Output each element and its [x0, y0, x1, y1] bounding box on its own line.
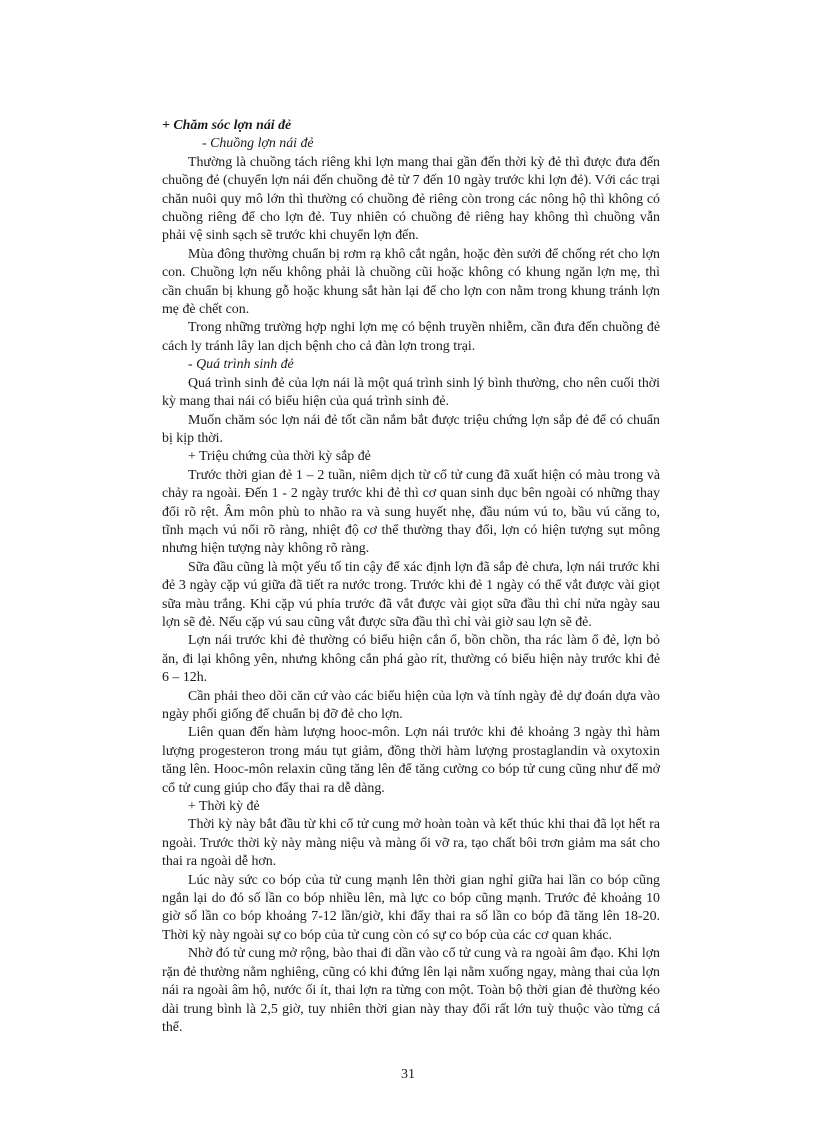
section-heading: + Chăm sóc lợn nái đẻ	[162, 118, 292, 133]
subheading-trieuchung: + Triệu chứng của thời kỳ sắp đẻ	[188, 449, 371, 465]
paragraph: Mùa đông thường chuẩn bị rơm rạ khô cắt ngắn, hoặc đèn sưởi để chống rét cho lợn con. Chuồng lợn nếu không phải là chuồng cũi hoặc không có khung ngăn lợn mẹ, thì cần chuẩn bị khung gỗ hoặc khung sắt hàn lại để cho lợn con nằm trong khung tránh lợn mẹ đè chết con.	[162, 246, 660, 318]
subheading-quatrinh: - Quá trình sinh đẻ	[188, 357, 294, 373]
paragraph: Liên quan đến hàm lượng hooc-môn. Lợn nái trước khi đẻ khoảng 3 ngày thì hàm lượng progesteron trong máu tụt giảm, đồng thời hàm lượng prostaglandin và oxytoxin tăng lên. Hooc-môn relaxin cũng tăng lên để tăng cường co bóp tử cung cũng như để mở cổ tử cung giúp cho đẩy thai ra dễ dàng.	[162, 725, 660, 796]
paragraph: Cần phải theo dõi căn cứ vào các biểu hiện của lợn và tính ngày đẻ dự đoán dựa vào ngày phối giống để chuẩn bị đỡ đẻ cho lợn.	[162, 688, 660, 722]
paragraph: Muốn chăm sóc lợn nái đẻ tốt cần nắm bắt được triệu chứng lợn sắp đẻ để có chuẩn bị kịp thời.	[162, 412, 660, 446]
subheading-chuong: - Chuồng lợn nái đẻ	[202, 136, 314, 152]
page-number: 31	[401, 1067, 415, 1082]
paragraph: Nhờ đó tử cung mở rộng, bào thai đi dần vào cổ tử cung và ra ngoài âm đạo. Khi lợn rặn đẻ thường nằm nghiêng, cũng có khi đứng lên lại nằm xuống ngay, màng thai của lợn nái ra ngoài âm hộ, nước ối ít, thai lợn ra từng con một. Toàn bộ thời gian đẻ thường kéo dài trung bình là 2,5 giờ, tuy nhiên thời gian này thay đổi rất lớn tuỳ thuộc vào từng cá thể.	[162, 946, 660, 1035]
paragraph: Sữa đầu cũng là một yếu tố tin cậy để xác định lợn đã sắp đẻ chưa, lợn nái trước khi đẻ 3 ngày cặp vú giữa đã tiết ra nước trong. Trước khi đẻ 1 ngày có thể vắt được vài giọt sữa màu trắng. Khi cặp vú phía trước đã vắt được vài giọt sữa đầu thì chỉ nửa ngày sau lợn sẽ đẻ. Nếu cặp vú sau cũng vắt được sữa đầu thì chỉ vài giờ sau lợn sẽ đẻ.	[162, 559, 660, 630]
paragraph: Quá trình sinh đẻ của lợn nái là một quá trình sinh lý bình thường, cho nên cuối thời kỳ mang thai nái có biểu hiện của quá trình sinh đẻ.	[162, 375, 660, 410]
paragraph: Thường là chuồng tách riêng khi lợn mang thai gần đến thời kỳ đẻ thì được đưa đến chuồng đẻ (chuyển lợn nái đến chuồng đẻ từ 7 đến 10 ngày trước khi lợn đẻ). Với các trại chăn nuôi quy mô lớn thì thường có chuồng đẻ riêng còn trong các nông hộ thì không có chuồng riêng để cho lợn đẻ. Tuy nhiên có chuồng đẻ riêng hay không thì chuồng vẫn phải vệ sinh sạch sẽ trước khi chuyển lợn đến.	[162, 154, 660, 244]
subheading-thoiky: + Thời kỳ đẻ	[188, 799, 260, 815]
paragraph: Trước thời gian đẻ 1 – 2 tuần, niêm dịch từ cổ tử cung đã xuất hiện có màu trong và chảy ra ngoài. Đến 1 - 2 ngày trước khi đẻ thì cơ quan sinh dục bên ngoài có những thay đổi rõ rệt. Âm môn phù to nhão ra và sung huyết nhẹ, đầu núm vú to, bầu vú căng to, tĩnh mạch vú nổi rõ ràng, nhiệt độ cơ thể thường thay đổi, lợn có hiện tượng sụt mông nhưng hiện tượng này không rõ ràng.	[162, 467, 660, 557]
paragraph: Thời kỳ này bắt đầu từ khi cổ tử cung mở hoàn toàn và kết thúc khi thai đã lọt hết ra ngoài. Trước thời kỳ này màng niệu và màng ối vỡ ra, tạo chất bôi trơn giảm ma sát cho thai ra ngoài dễ hơn.	[162, 817, 660, 870]
paragraph: Lợn nái trước khi đẻ thường có biểu hiện cắn ổ, bồn chồn, tha rác làm ổ đẻ, lợn bỏ ăn, đi lại không yên, nhưng không cắn phá gào rít, thường có biểu hiện này trước khi đẻ 6 – 12h.	[162, 633, 660, 686]
paragraph: Lúc này sức co bóp của tử cung mạnh lên thời gian nghỉ giữa hai lần co bóp cũng ngắn lại do đó số lần co bóp nhiều lên, mà lực co bóp cũng mạnh. Trước đẻ khoảng 10 giờ số lần co bóp khoảng 7-12 lần/giờ, khi đẩy thai ra số lần co bóp đã tăng lên 18-20. Thời kỳ này ngoài sự co bóp của tử cung còn có sự co bóp của các cơ quan khác.	[162, 872, 660, 943]
paragraph: Trong những trường hợp nghi lợn mẹ có bệnh truyền nhiễm, cần đưa đến chuồng đẻ cách ly tránh lây lan dịch bệnh cho cả đàn lợn trong trại.	[162, 320, 660, 354]
document-page	[162, 117, 660, 1037]
